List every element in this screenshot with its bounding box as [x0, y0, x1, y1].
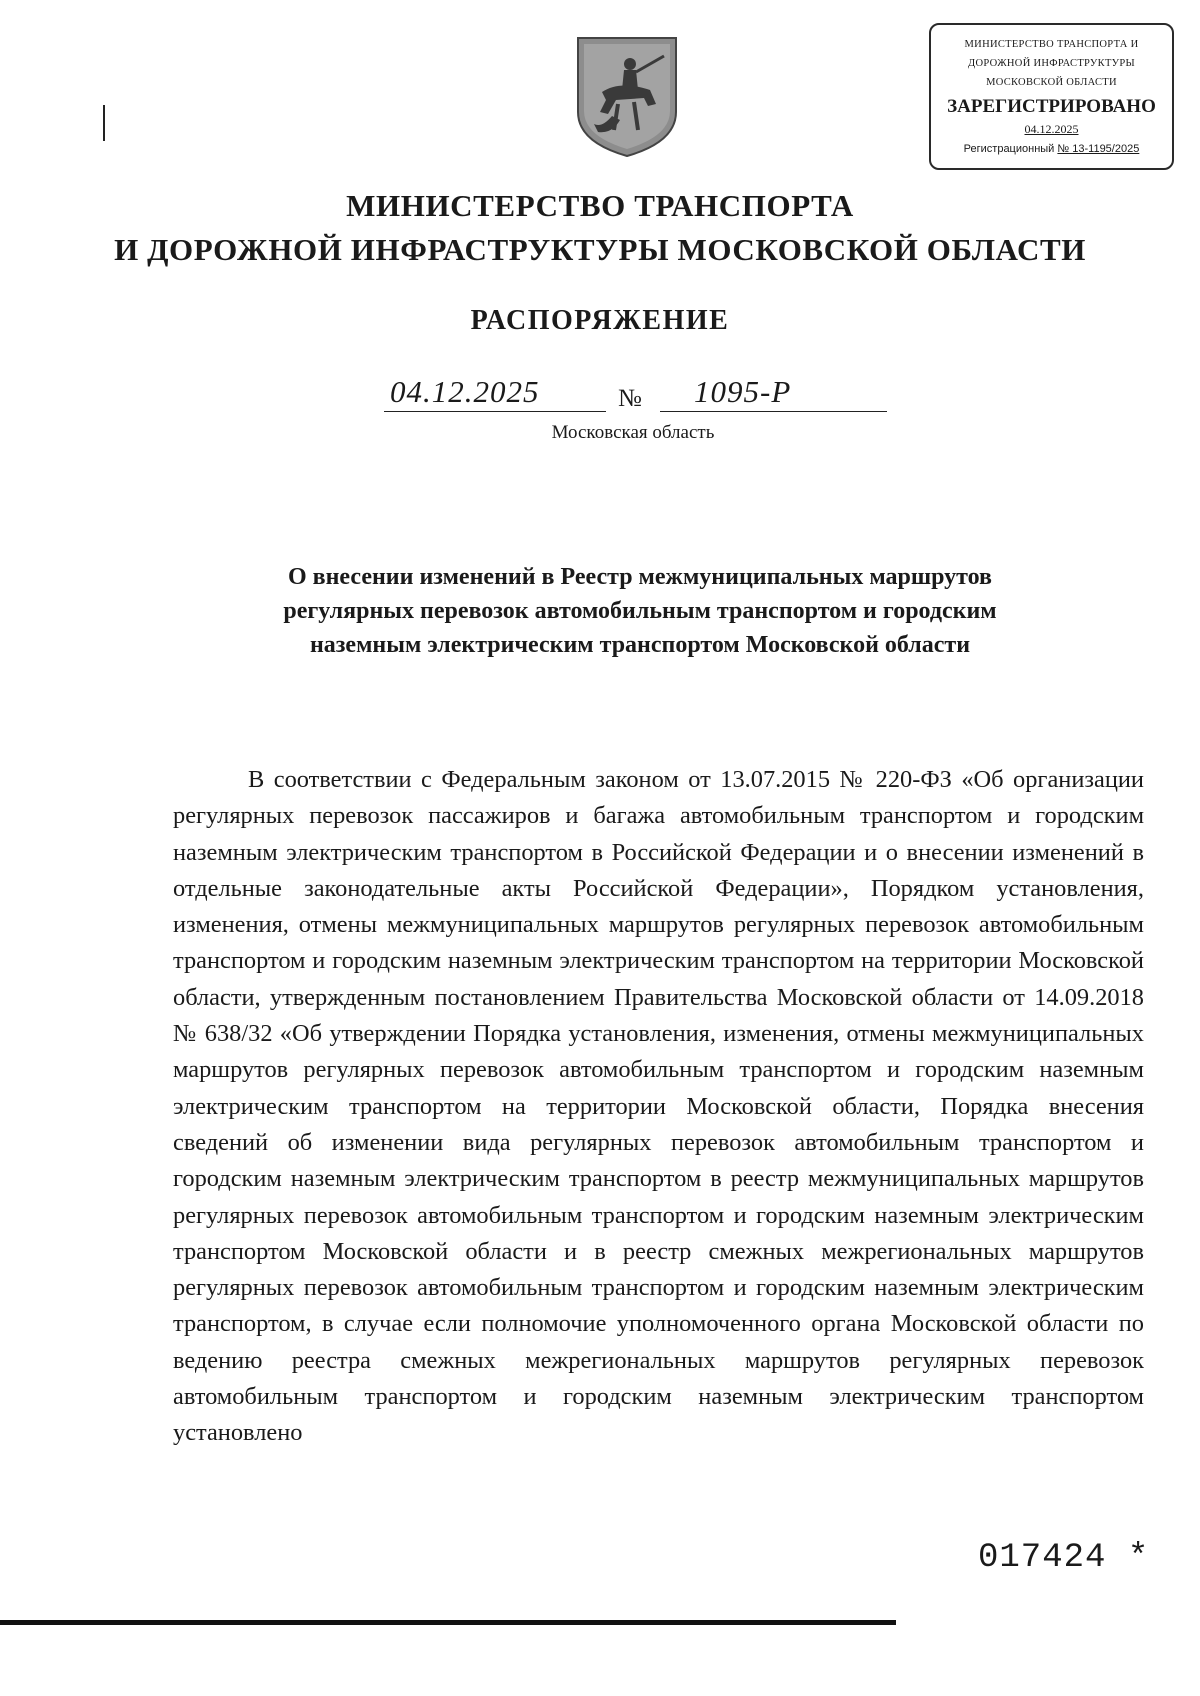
issue-place: Московская область — [551, 422, 715, 443]
stamp-org-line-1: МИНИСТЕРСТВО ТРАНСПОРТА И — [964, 39, 1139, 50]
document-body — [173, 762, 1144, 1452]
document-date: 04.12.2025 — [390, 374, 540, 409]
ministry-line-2: И ДОРОЖНОЙ ИНФРАСТРУКТУРЫ МОСКОВСКОЙ ОБЛАСТИ — [114, 232, 1086, 267]
registration-stamp — [929, 23, 1174, 170]
ministry-line-1: МИНИСТЕРСТВО ТРАНСПОРТА — [346, 188, 854, 223]
subject-line-3: наземным электрическим транспортом Московской области — [309, 632, 971, 658]
stamp-date: 04.12.2025 — [1024, 122, 1079, 136]
stamp-title: ЗАРЕГИСТРИРОВАНО — [947, 96, 1156, 117]
number-sign: № — [618, 385, 642, 412]
stamp-number-line — [935, 140, 1168, 158]
subject-line-2: регулярных перевозок автомобильным транспортом и городским — [283, 598, 997, 624]
stamp-number-value: № 13-1195/2025 — [1057, 143, 1140, 155]
scan-edge-mark — [103, 105, 105, 141]
document-subject — [160, 560, 1120, 662]
stamp-number-label: Регистрационный — [963, 143, 1055, 155]
moscow-region-coat-of-arms-icon — [572, 34, 682, 160]
stamp-org-line-3: МОСКОВСКОЙ ОБЛАСТИ — [986, 77, 1117, 88]
number-field — [660, 374, 887, 412]
subject-line-1: О внесении изменений в Реестр межмуниципальных маршрутов — [287, 564, 993, 590]
document-type: РАСПОРЯЖЕНИЕ — [470, 305, 730, 336]
date-field — [384, 374, 606, 412]
stamp-org-line-2: ДОРОЖНОЙ ИНФРАСТРУКТУРЫ — [967, 58, 1135, 69]
ministry-header — [0, 184, 1200, 272]
scan-edge-bottom — [0, 1620, 896, 1625]
document-number: 1095-Р — [694, 374, 792, 409]
body-paragraph: В соответствии с Федеральным законом от 13.07.2015 № 220-ФЗ «Об организации регулярных перевозок пассажиров и багажа автомобильным транспортом и городским наземным электрическим транспортом в Российской Федерации и о внесении изменений в отдельные законодательные акты Российской Федерации», Порядком установления, изменения, отмены межмуниципальных маршрутов регулярных перевозок автомобильным транспортом и городским наземным электрическим транспортом на территории Московской области, утвержденным постановлением Правительства Московской области от 14.09.2018 № 638/32 «Об утверждении Порядка установления, изменения, отмены межмуниципальных маршрутов регулярных перевозок автомобильным транспортом и городским наземным электрическим транспортом на территории Московской области, Порядка внесения сведений об изменении вида регулярных перевозок автомобильным транспортом и городским наземным электрическим транспортом в реестр межмуниципальных маршрутов регулярных перевозок автомобильным транспортом и городским наземным электрическим транспортом Московской области и в реестр смежных межрегиональных маршрутов регулярных перевозок автомобильным транспортом и городским наземным электрическим транспортом, в случае если полномочие уполномоченного органа Московской области по ведению реестра смежных межрегиональных маршрутов регулярных перевозок автомобильным транспортом и городским наземным электрическим транспортом установлено — [173, 766, 1144, 1447]
blank-serial-number: 017424 * — [978, 1539, 1150, 1577]
